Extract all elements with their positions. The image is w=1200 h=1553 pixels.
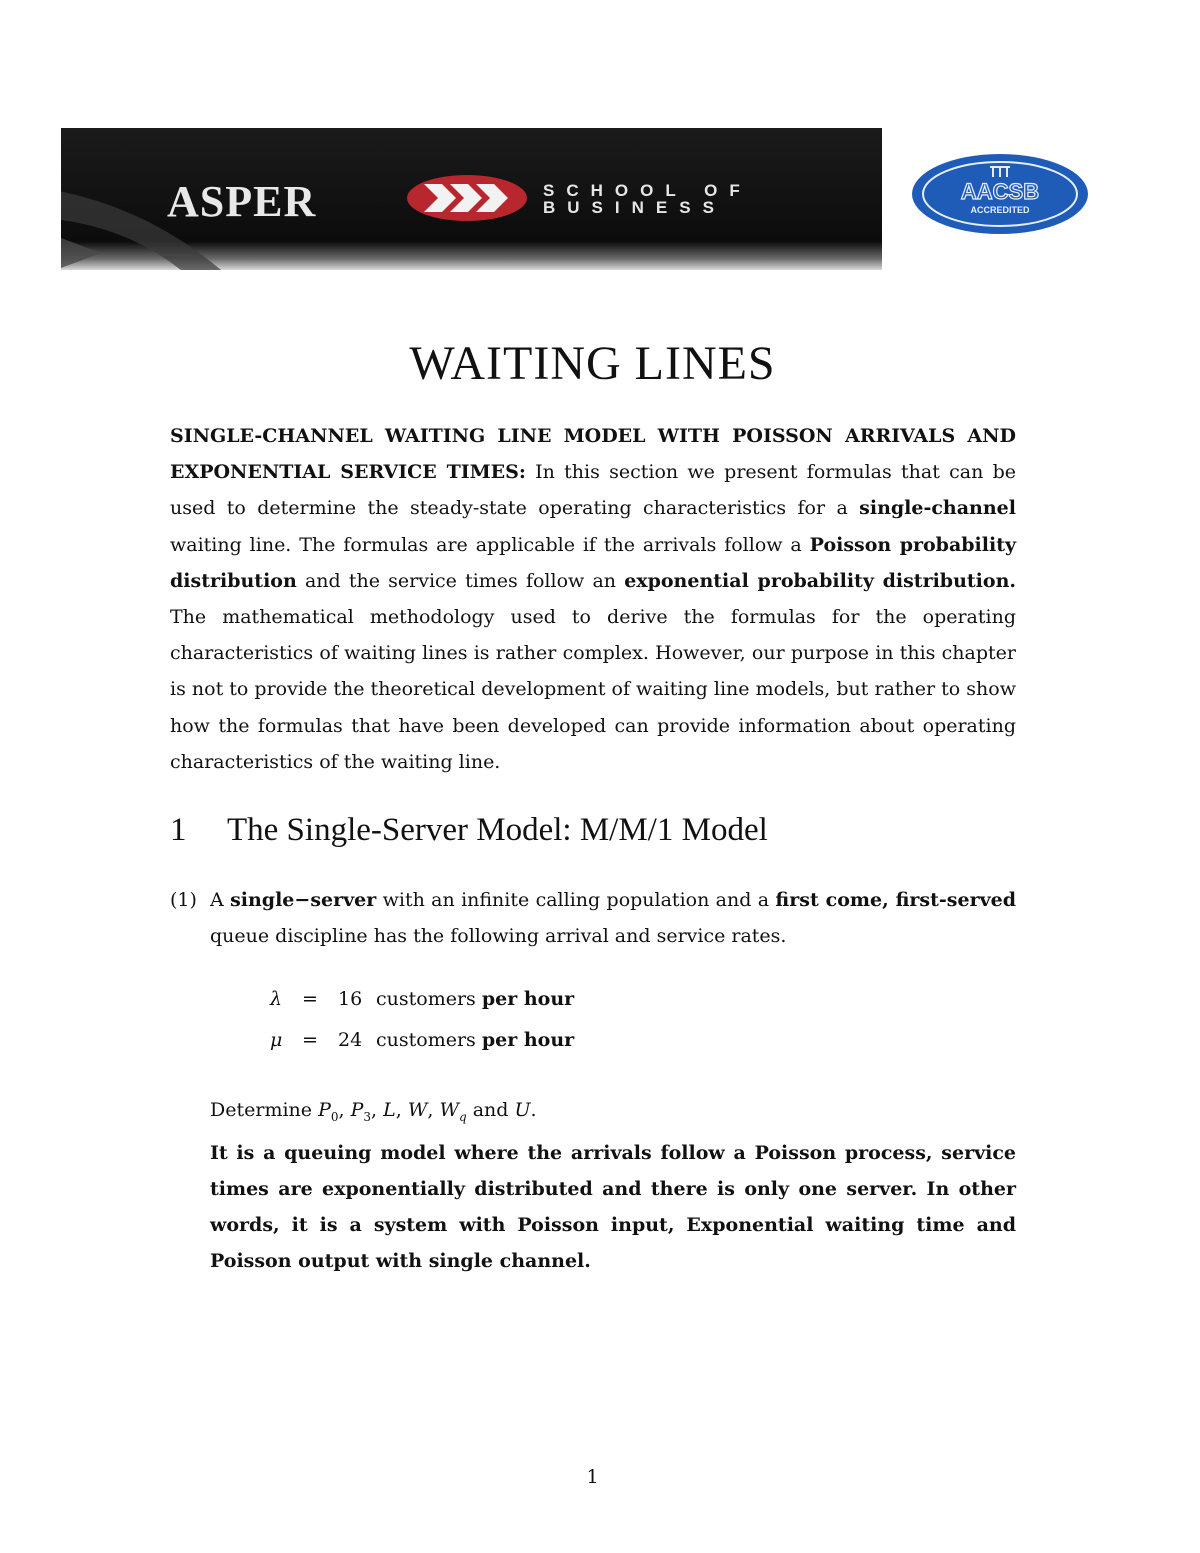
header-banner <box>61 128 882 270</box>
determine-line: Determine $P_0$, $P_3$, L, W, $W_q$ and U. <box>210 1099 537 1124</box>
school-line-2: BUSINESS <box>543 198 726 217</box>
section-number: 1 <box>170 812 187 848</box>
section-title: The Single-Server Model: M/M/1 Model <box>227 812 768 848</box>
problem-marker: (1) <box>170 889 197 911</box>
model-explanation: It is a queuing model where the arrivals follow a Poisson process, service times are exponentially distributed and there is only one server. In other words, it is a system with Poisson input, Exponential waiting time and Poisson output with single channel. <box>210 1141 1016 1272</box>
equation-operator: = <box>302 988 318 1010</box>
equation-operator: = <box>302 1029 318 1051</box>
equation-value: 16 <box>338 988 363 1010</box>
school-line-1: SCHOOL OF <box>543 181 752 200</box>
intro-paragraph <box>170 418 1016 780</box>
equation-symbol: λ <box>270 988 283 1010</box>
equation-value: 24 <box>338 1029 363 1051</box>
aacsb-seal <box>910 153 1090 235</box>
school-name <box>543 182 752 216</box>
page-title: WAITING LINES <box>409 337 776 390</box>
problem-text: A single−server with an infinite calling population and a first come, first-served queue discipline has the following arrival and service rates. <box>210 889 1016 947</box>
intro-bold-2: Poisson probability distribution <box>170 533 1017 592</box>
intro-text-2: waiting line. The formulas are applicable if the arrivals follow a <box>170 533 802 556</box>
section-heading <box>170 812 768 849</box>
column-icon <box>990 167 1010 177</box>
intro-bold-1: single-channel <box>859 497 1016 520</box>
seal-name: AACSB <box>960 179 1040 204</box>
page-number: 1 <box>586 1466 599 1488</box>
intro-text-3: and the service times follow an <box>304 569 617 592</box>
brand-name: ASPER <box>167 177 317 226</box>
intro-bold-3: exponential probability distribution. <box>624 569 1016 592</box>
intro-heading: SINGLE-CHANNEL WAITING LINE MODEL WITH POISSON ARRIVALS AND EXPONENTIAL SERVICE TIMES: <box>170 425 1016 484</box>
equation-symbol: μ <box>270 1029 283 1051</box>
intro-text-1: In this section we present formulas that can be used to determine the steady-state operating characteristics for a <box>170 461 1016 520</box>
equation-unit: customers per hour <box>376 1029 575 1051</box>
problem-1 <box>170 882 1016 954</box>
equation-unit: customers per hour <box>376 988 575 1010</box>
chevron-logo-icon <box>406 174 528 222</box>
seal-label: ACCREDITED <box>970 205 1030 215</box>
determine-block <box>210 1092 1016 1279</box>
intro-text-4: The mathematical methodology used to derive the formulas for the operating characteristics of waiting lines is rather complex. However, our purpose in this chapter is not to provide the theoretical development of waiting line models, but rather to show how the formulas that have been developed can provide information about operating characteristics of the waiting line. <box>170 606 1016 773</box>
